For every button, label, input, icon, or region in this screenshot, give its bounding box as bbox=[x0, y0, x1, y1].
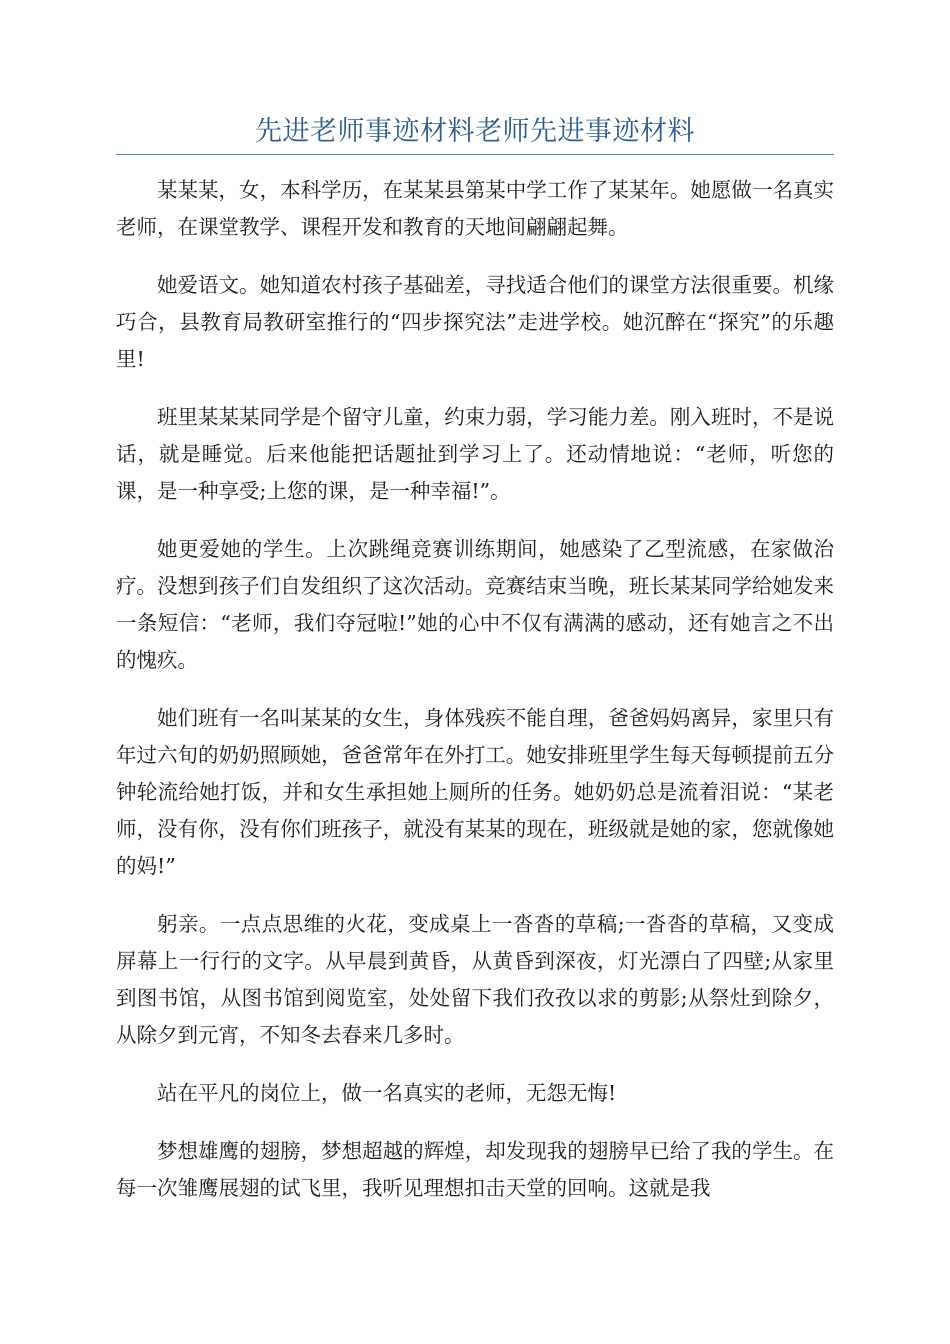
title-underline bbox=[116, 154, 834, 155]
paragraph: 梦想雄鹰的翅膀，梦想超越的辉煌，却发现我的翅膀早已给了我的学生。在每一次雏鹰展翅的试飞里，我听见理想扣击天堂的回响。这就是我 bbox=[116, 1139, 834, 1200]
paragraph: 她更爱她的学生。上次跳绳竞赛训练期间，她感染了乙型流感，在家做治疗。没想到孩子们自发组织了这次活动。竞赛结束当晚，班长某某同学给她发来一条短信：“老师，我们夺冠啦!”她的心中不仅有满满的感动，还有她言之不出的愧疚。 bbox=[116, 537, 834, 672]
document-title: 先进老师事迹材料老师先进事迹材料 bbox=[255, 116, 695, 147]
paragraph: 站在平凡的岗位上，做一名真实的老师，无怨无悔! bbox=[157, 1081, 617, 1105]
document-body bbox=[116, 172, 834, 1228]
paragraph: 她爱语文。她知道农村孩子基础差，寻找适合他们的课堂方法很重要。机缘巧合，县教育局教研室推行的“四步探究法”走进学校。她沉醉在“探究”的乐趣里! bbox=[116, 273, 834, 371]
paragraph: 她们班有一名叫某某的女生，身体残疾不能自理，爸爸妈妈离异，家里只有年过六旬的奶奶照顾她，爸爸常年在外打工。她安排班里学生每天每顿提前五分钟轮流给她打饭，并和女生承担她上厕所的任务。她奶奶总是流着泪说：“某老师，没有你，没有你们班孩子，就没有某某的现在，班级就是她的家，您就像她的妈!” bbox=[116, 706, 834, 878]
paragraph: 班里某某某同学是个留守儿童，约束力弱，学习能力差。刚入班时，不是说话，就是睡觉。后来他能把话题扯到学习上了。还动情地说：“老师，听您的课，是一种享受;上您的课，是一种幸福!”。 bbox=[116, 405, 834, 503]
paragraph: 躬亲。一点点思维的火花，变成桌上一沓沓的草稿;一沓沓的草稿，又变成屏幕上一行行的文字。从早晨到黄昏，从黄昏到深夜，灯光漂白了四壁;从家里到图书馆，从图书馆到阅览室，处处留下我们孜孜以求的剪影;从祭灶到除夕，从除夕到元宵，不知冬去春来几多时。 bbox=[116, 912, 834, 1047]
paragraph: 某某某，女，本科学历，在某某县第某中学工作了某某年。她愿做一名真实老师，在课堂教学、课程开发和教育的天地间翩翩起舞。 bbox=[116, 178, 834, 239]
